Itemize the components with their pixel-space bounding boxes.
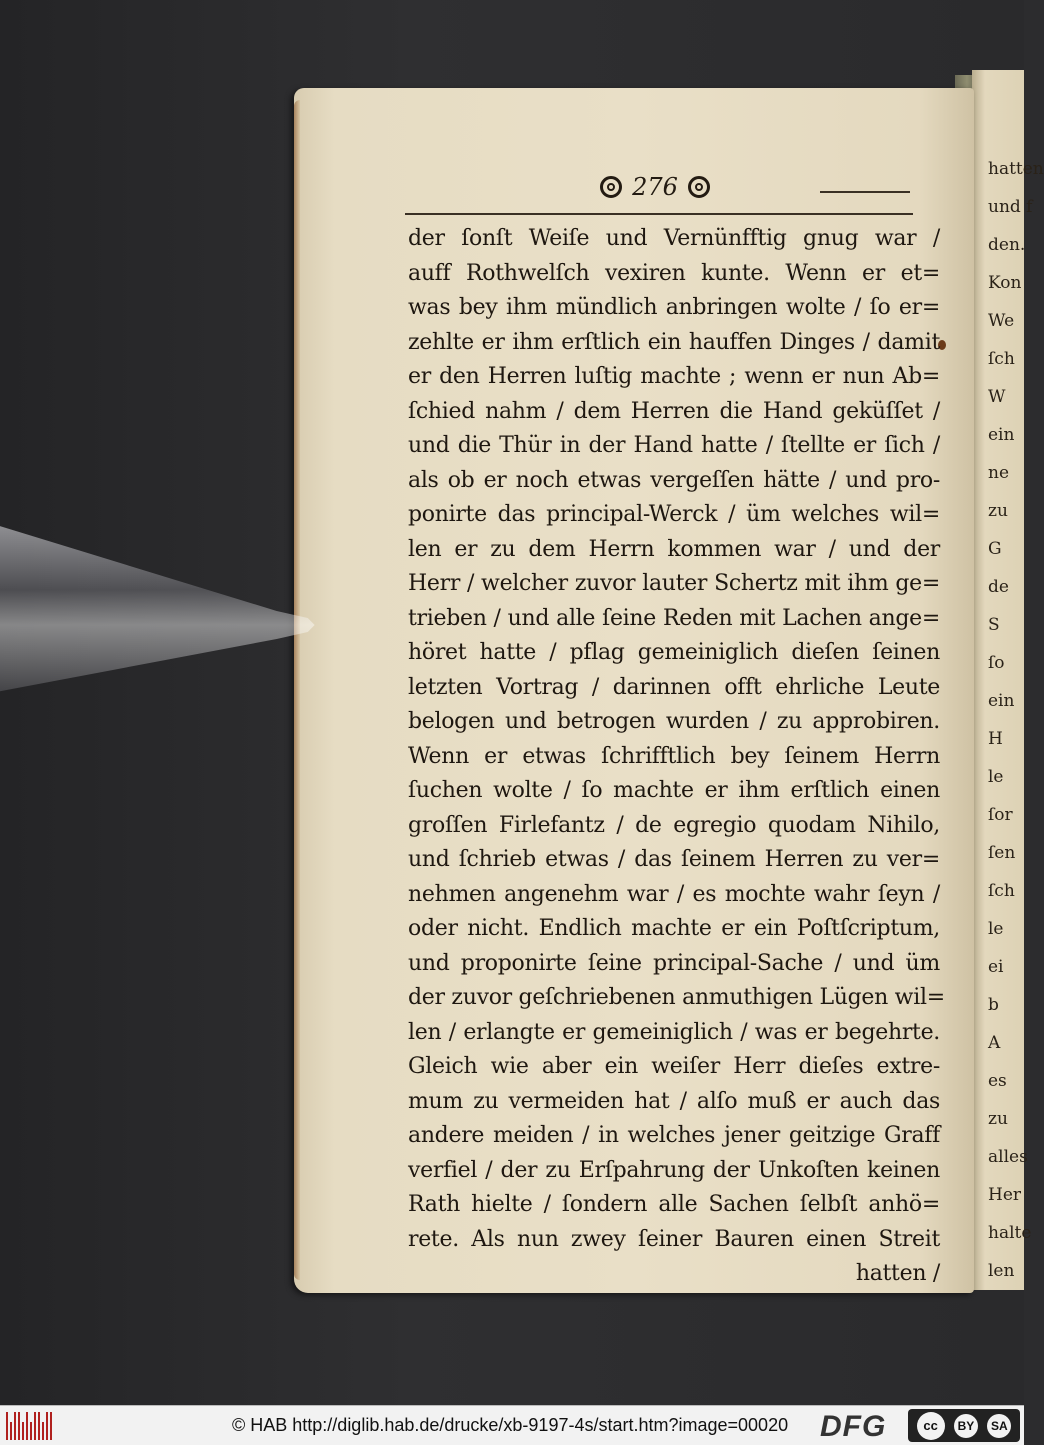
text-line: oder nicht. Endlich machte er ein Poſtſcriptum, <box>408 916 940 941</box>
page-number: 276 <box>632 173 678 201</box>
hab-logo-icon[interactable] <box>6 1412 52 1440</box>
text-line: hatten / <box>855 1261 940 1286</box>
cc-license-badge[interactable] <box>908 1409 1020 1442</box>
text-line: zehlte er ihm erſtlich ein hauffen Dinges / damit <box>408 329 940 355</box>
text-line: ponirte das principal-Werck / üm welches wil= <box>408 502 940 527</box>
attribution-icon: BY <box>954 1414 978 1438</box>
cc-icon: cc <box>917 1412 945 1440</box>
text-line: und proponirte ſeine principal-Sache / und üm <box>408 950 940 976</box>
page-edge <box>294 100 300 1280</box>
text-line: der ſonſt Weiſe und Vernünfftig gnug war / <box>408 226 940 251</box>
text-line: Herr / welcher zuvor lauter Schertz mit ihm ge= <box>408 571 940 596</box>
text-line: Wenn er etwas ſchrifftlich bey ſeinem Herrn <box>408 743 940 769</box>
text-line: und ſchrieb etwas / das ſeinem Herren zu ver= <box>408 847 940 872</box>
text-line: letzten Vortrag / darinnen offt ehrliche Leute <box>408 674 940 700</box>
text-line: trieben / und alle ſeine Reden mit Lachen ange= <box>408 605 940 631</box>
header-rule-short <box>820 191 910 193</box>
text-line: was bey ihm mündlich anbringen wolte / ſo er= <box>408 295 940 320</box>
text-line: der zuvor geſchriebenen anmuthigen Lügen wil= <box>408 985 945 1010</box>
text-line: und die Thür in der Hand hatte / ſtellte er ſich / <box>408 433 940 458</box>
text-line: als ob er noch etwas vergeſſen hätte / und pro- <box>408 467 940 493</box>
copyright-link[interactable]: © HAB http://diglib.hab.de/drucke/xb-9197-4s/start.htm?image=00020 <box>232 1415 789 1435</box>
text-line: Gleich wie aber ein weiſer Herr dieſes extre- <box>408 1054 940 1079</box>
text-line: höret hatte / pflag gemeiniglich dieſen ſeinen <box>408 640 940 665</box>
text-line: andere meiden / in welches jener geitzige Graff <box>408 1123 940 1148</box>
text-line: Rath hielte / ſondern alle Sachen ſelbſt anhö= <box>408 1192 940 1217</box>
facing-page-text: hatten und f den. Kon We ſch W ein ne zu G de S ſo ein H le ſor ſen ſch le ei b A es zu alles Her halte len <box>988 159 1044 1281</box>
text-line: mum zu vermeiden hat / alſo muß er auch das <box>408 1088 940 1114</box>
text-line: belogen und betrogen wurden / zu approbiren. <box>408 709 940 734</box>
dfg-logo[interactable]: DFG <box>820 1410 887 1443</box>
page-body-text <box>408 222 945 1292</box>
text-line: er den Herren luſtig machte ; wenn er nun Ab= <box>408 364 940 389</box>
text-line: ſuchen wolte / ſo machte er ihm erſtlich einen <box>408 778 940 803</box>
viewer-footer <box>0 1405 1024 1445</box>
text-line: groſſen Firlefantz / de egregio quodam Nihilo, <box>408 812 940 838</box>
text-line: len / erlangte er gemeiniglich / was er begehrte. <box>408 1019 940 1045</box>
text-line: nehmen angenehm war / es mochte wahr ſeyn / <box>408 881 940 907</box>
share-alike-icon: SA <box>987 1414 1011 1438</box>
rosette-ornament-icon <box>600 176 622 198</box>
text-line: len er zu dem Herrn kommen war / und der <box>408 536 940 562</box>
text-line: ſchied nahm / dem Herren die Hand geküſſet / <box>408 398 940 424</box>
header-rule <box>405 213 913 215</box>
text-line: rete. Als nun zwey ſeiner Bauren einen Streit <box>408 1226 940 1252</box>
text-line: verfiel / der zu Erſpahrung der Unkoſten keinen <box>408 1157 940 1183</box>
text-line: auff Rothwelſch vexiren kunte. Wenn er et= <box>408 260 940 286</box>
page-header <box>580 170 730 204</box>
rosette-ornament-icon <box>688 176 710 198</box>
